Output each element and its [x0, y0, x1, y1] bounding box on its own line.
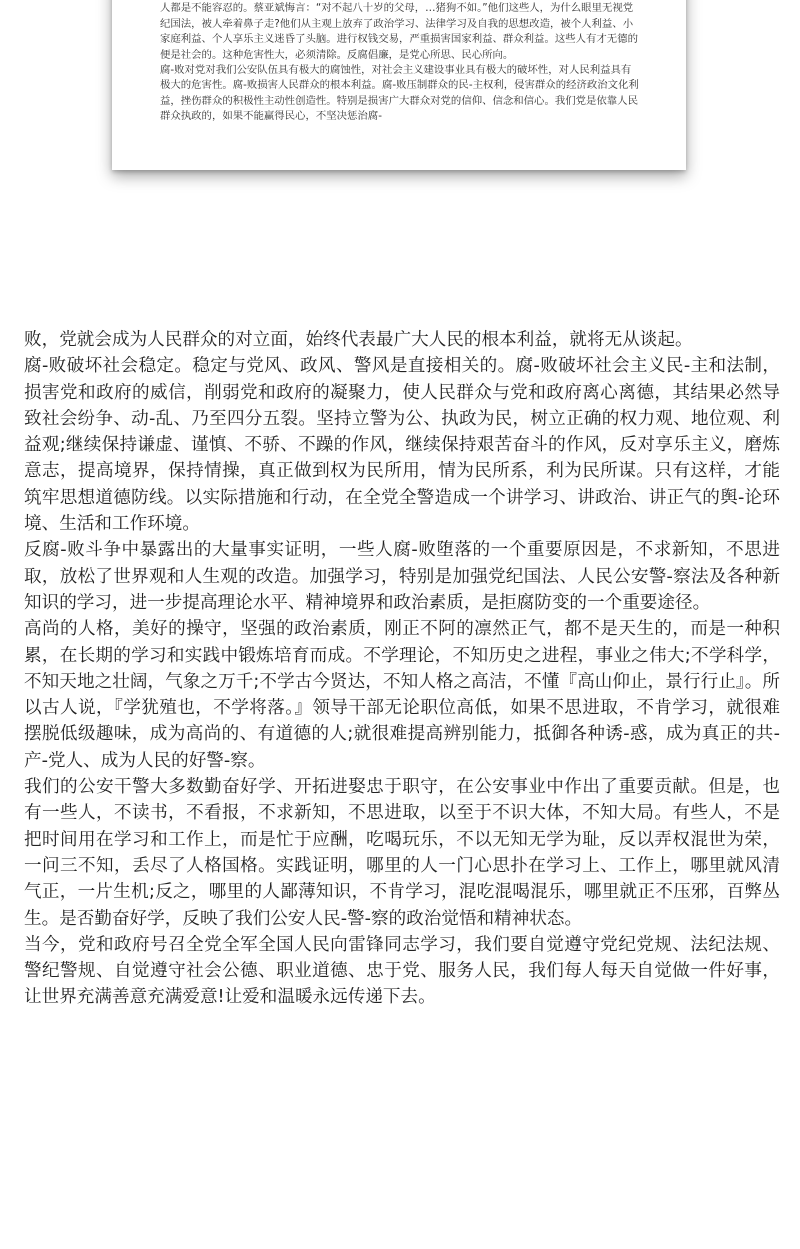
preview-paragraph: 人都是不能容忍的。蔡亚斌悔言：“对不起八十岁的父母，…猪狗不如。”他们这些人，为什么眼里无视党纪国法，被人牵着鼻子走?他们从主观上放弃了政治学习、法律学习及自我的思想改造，被个人利益、小家庭利益、个人享乐主义迷昏了头脑。进行权钱交易，严重损害国家利益、群众利益。这些人有才无德的便是社会的。这种危害性大，必须清除。反腐倡廉，是党心所思、民心所向。 [160, 2, 638, 61]
preview-paragraph: 腐-败对党对我们公安队伍具有极大的腐蚀性，对社会主义建设事业具有极大的破坏性，对人民利益具有极大的危害性。腐-败损害人民群众的根本利益。腐-败压制群众的民-主权利，侵害群众的经济政治文化利益，挫伤群众的积极性主动性创造性。特别是损害广大群众对党的信仰、信念和信心。我们党是依靠人民群众执政的，如果不能赢得民心，不坚决惩治腐- [160, 64, 639, 123]
article-paragraph: 反腐-败斗争中暴露出的大量事实证明，一些人腐-败堕落的一个重要原因是，不求新知，不思进取，放松了世界观和人生观的改造。加强学习，特别是加强党纪国法、人民公安警-察法及各种新知识的学习，进一步提高理论水平、精神境界和政治素质，是拒腐防变的一个重要途径。 [24, 540, 780, 613]
article-paragraph: 我们的公安干警大多数勤奋好学、开拓进娶忠于职守，在公安事业中作出了重要贡献。但是，也有一些人，不读书，不看报，不求新知，不思进取，以至于不识大体，不知大局。有些人，不是把时间用在学习和工作上，而是忙于应酬，吃喝玩乐，不以无知无学为耻，反以弄权混世为荣，一问三不知，丢尽了人格国格。实践证明，哪里的人一门心思扑在学习上、工作上，哪里就风清气正，一片生机;反之，哪里的人鄙薄知识，不肯学习，混吃混喝混乐，哪里就正不压邪，百弊丛生。是否勤奋好学，反映了我们公安人民-警-察的政治觉悟和精神状态。 [24, 777, 780, 929]
preview-text [160, 0, 640, 125]
document-preview-page [112, 0, 686, 170]
article-paragraph: 当今，党和政府号召全党全军全国人民向雷锋同志学习，我们要自觉遵守党纪党规、法纪法规、警纪警规、自觉遵守社会公德、职业道德、忠于党、服务人民，我们每人每天自觉做一件好事，让世界充满善意充满爱意!让爱和温暖永远传递下去。 [24, 934, 780, 1008]
article-body [24, 327, 780, 1011]
article-paragraph: 败，党就会成为人民群众的对立面，始终代表最广大人民的根本利益，就将无从谈起。 [24, 330, 693, 350]
article-paragraph: 高尚的人格，美好的操守，坚强的政治素质，刚正不阿的凛然正气，都不是天生的，而是一种积累，在长期的学习和实践中锻炼培育而成。不学理论，不知历史之进程，事业之伟大;不学科学，不知天地之壮阔，气象之万千;不学古今贤达，不知人格之高洁，不懂『高山仰止，景行行止』。所以古人说，『学犹殖也，不学将落。』领导干部无论职位高低，如果不思进取，不肯学习，就很难摆脱低级趣味，成为高尚的、有道德的人;就很难提高辨别能力，抵御各种诱-惑，成为真正的共-产-党人、成为人民的好警-察。 [24, 619, 780, 771]
document-preview-area [0, 0, 800, 270]
article-paragraph: 腐-败破坏社会稳定。稳定与党风、政风、警风是直接相关的。腐-败破坏社会主义民-主和法制，损害党和政府的威信，削弱党和政府的凝聚力，使人民群众与党和政府离心离德，其结果必然导致社会纷争、动-乱、乃至四分五裂。坚持立警为公、执政为民，树立正确的权力观、地位观、利益观;继续保持谦虚、谨慎、不骄、不躁的作风，继续保持艰苦奋斗的作风，反对享乐主义，磨炼意志，提高境界，保持情操，真正做到权为民所用，情为民所系，利为民所谋。只有这样，才能筑牢思想道德防线。以实际措施和行动，在全党全警造成一个讲学习、讲政治、讲正气的舆-论环境、生活和工作环境。 [24, 356, 780, 535]
